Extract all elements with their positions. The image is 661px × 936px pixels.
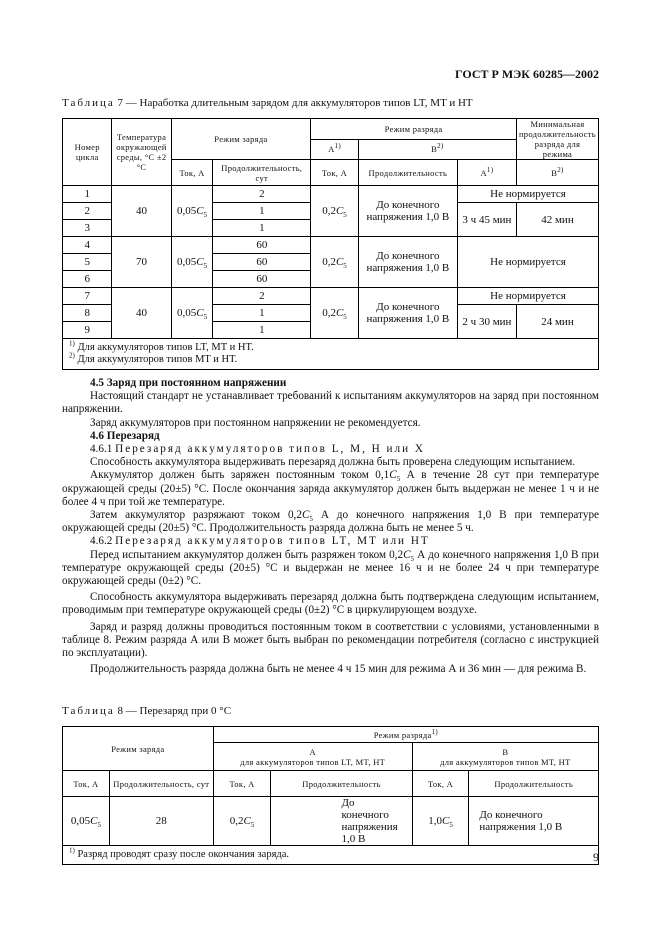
t7-min-b: 42 мин <box>516 203 598 237</box>
t7-fn2-sup: 2) <box>69 351 75 360</box>
t7-header-mode-a <box>311 139 359 160</box>
table8-caption-word: Таблица <box>62 705 115 717</box>
t7-c-letter: C <box>196 256 204 268</box>
t8-mode-a-letter: А <box>309 746 316 757</box>
t7-min-not-normed: Не нормируется <box>457 237 598 288</box>
text-run: Перед испытанием аккумулятор должен быть разряжен током 0,2 <box>90 548 404 561</box>
t7-cycle: 7 <box>63 288 112 305</box>
c-letter: C <box>403 548 411 561</box>
t8-fn-text: Разряд проводят сразу после окончания заряда. <box>74 849 290 860</box>
section-4-6-heading: 4.6 Перезаряд <box>90 429 160 442</box>
t7-days: 1 <box>213 220 311 237</box>
t8-c-sub: 5 <box>250 821 255 830</box>
table-7 <box>62 118 599 370</box>
paragraph <box>62 469 599 509</box>
t8-charge-current <box>63 797 110 846</box>
text-run: А до конечного напряжения 1,0 В при температуре окружающей среды (20±5) °С и выдержан не менее 16 ч и не более 24 ч при температуре окружающей среды (0±2) °С. <box>62 548 600 588</box>
paragraph: Заряд и разряд должны проводиться постоянным током в соответствии с условиями, установленными в таблице 8. Режим разряда А или В может быть выбран по рекомендации потребителя (согласно с инструкцией по эксплуатации). <box>62 620 599 660</box>
t7-discharge-current <box>311 186 359 237</box>
t8-c-letter: C <box>90 815 98 827</box>
t7-cycle: 5 <box>63 254 112 271</box>
paragraph <box>62 509 599 535</box>
t8-header-mode-b <box>412 743 598 771</box>
t7-header-current: Ток, А <box>171 160 213 186</box>
paragraph: Настоящий стандарт не устанавливает требований к испытаниям аккумуляторов на заряд при постоянном напряжении. <box>62 390 599 416</box>
t7-cur-val: 0,05 <box>177 307 197 319</box>
t7-min-not-normed: Не нормируется <box>457 186 598 203</box>
paragraph: Способность аккумулятора выдерживать перезаряд должна быть подтверждена следующим испытанием, проводимым при температуре окружающей среды (0±2) °С в циркулирующем воздухе. <box>62 591 599 617</box>
t7-min-b: 24 мин <box>516 305 598 339</box>
t8-header-b-duration: Продолжительность <box>469 771 599 797</box>
t8-header-duration-days: Продолжительность, сут <box>109 771 213 797</box>
t7-days: 60 <box>213 271 311 288</box>
t7-c-letter: C <box>335 205 344 217</box>
section-4-5-heading: 4.5 Заряд при постоянном напряжении <box>90 377 287 389</box>
t8-a-cur-val: 0,2 <box>229 815 244 827</box>
paragraph: Продолжительность разряда должна быть не менее 4 ч 15 мин для режима А и 36 мин — для режима В. <box>90 663 587 676</box>
t8-footnote <box>63 846 599 865</box>
t7-mode-b-label: В <box>431 144 438 155</box>
table8-caption-text: 8 — Перезаряд при 0 °С <box>114 705 232 717</box>
t7-dis-val: 0,2 <box>322 256 336 268</box>
t7-charge-current <box>171 186 213 237</box>
c-sub: 5 <box>309 515 313 524</box>
t7-header-mode-b <box>358 139 516 160</box>
t8-charge-days: 28 <box>109 797 213 846</box>
t7-c-sub: 5 <box>343 313 347 322</box>
t7-c-letter: C <box>196 205 204 217</box>
t8-cur-val: 0,05 <box>70 815 91 827</box>
t7-mode-a-label: А <box>328 144 335 155</box>
body-text <box>62 377 599 676</box>
t7-charge-current <box>171 288 213 339</box>
t7-min-b-sup: 2) <box>557 165 564 174</box>
table-8 <box>62 726 599 865</box>
t8-discharge-label: Режим разряда <box>373 729 432 740</box>
t7-c-sub: 5 <box>203 211 208 220</box>
table7-caption-word: Таблица <box>62 97 115 109</box>
t7-mode-a-sup: 1) <box>334 142 341 151</box>
t8-header-discharge-mode <box>213 727 598 743</box>
t8-fn-sup: 1) <box>69 846 75 855</box>
t7-cur-val: 0,05 <box>177 256 197 268</box>
subsection-4-6-1 <box>62 443 599 456</box>
t7-header-duration: Продолжительность, сут <box>213 160 311 186</box>
c-sub: 5 <box>396 475 401 484</box>
t8-header-charge-mode: Режим заряда <box>63 727 214 771</box>
t7-c-sub: 5 <box>203 262 208 271</box>
t7-discharge-end: До конечного напряжения 1,0 В <box>358 288 457 339</box>
t7-charge-current <box>171 237 213 288</box>
t7-discharge-end: До конечного напряжения 1,0 В <box>358 186 457 237</box>
t8-b-cur-val: 1,0 <box>428 815 442 827</box>
t8-c-sub: 5 <box>97 821 101 830</box>
t7-header-charge-mode: Режим заряда <box>171 119 311 160</box>
t7-header-min-duration: Минимальная продолжительность разряда для режима <box>516 119 598 160</box>
t7-min-a: 2 ч 30 мин <box>457 305 516 339</box>
t8-a-current <box>213 797 271 846</box>
t8-c-letter: C <box>243 815 251 827</box>
t8-b-duration: До конечного напряжения 1,0 В <box>469 797 599 846</box>
t7-fn1-sup: 1) <box>69 339 75 348</box>
t7-header-discharge-mode: Режим разряда <box>311 119 517 140</box>
t8-c-letter: C <box>441 815 450 827</box>
table8-caption <box>62 705 231 717</box>
t7-c-letter: C <box>335 256 344 268</box>
t7-c-letter: C <box>196 307 204 319</box>
t7-cycle: 1 <box>63 186 112 203</box>
t7-cycle: 6 <box>63 271 112 288</box>
t7-cycle: 2 <box>63 203 112 220</box>
c-sub: 5 <box>410 554 415 563</box>
t8-mode-b-desc: для аккумуляторов типов MT, HT <box>440 756 571 767</box>
t7-discharge-current <box>311 237 359 288</box>
t8-header-current: Ток, А <box>63 771 110 797</box>
t8-c-sub: 5 <box>449 821 453 830</box>
t8-discharge-sup: 1) <box>431 727 438 736</box>
t7-min-not-normed: Не нормируется <box>457 288 598 305</box>
t7-discharge-end: До конечного напряжения 1,0 В <box>358 237 457 288</box>
t7-cycle: 8 <box>63 305 112 322</box>
paragraph: Заряд аккумуляторов при постоянном напряжении не рекомендуется. <box>90 416 421 429</box>
text-run: Аккумулятор должен быть заряжен постоянным током 0,1 <box>90 469 390 482</box>
t7-discharge-current <box>311 288 359 339</box>
t7-days: 2 <box>213 288 311 305</box>
t7-days: 1 <box>213 322 311 339</box>
t7-footnotes <box>63 339 599 370</box>
t8-header-mode-a <box>213 743 412 771</box>
subsection-title: Перезаряд аккумуляторов типов LT, MT или HT <box>115 535 430 548</box>
t8-a-duration: До конечного напряжения 1,0 В <box>271 797 412 846</box>
t7-cycle: 3 <box>63 220 112 237</box>
t7-footnote-2 <box>69 351 592 366</box>
t7-days: 60 <box>213 254 311 271</box>
t7-dis-val: 0,2 <box>322 205 336 217</box>
t7-c-sub: 5 <box>343 211 347 220</box>
table7-caption-text: 7 — Наработка длительным зарядом для аккумуляторов типов LT, MT и HT <box>114 97 473 109</box>
t7-min-a-label: А <box>480 167 487 178</box>
text-run: А в течение 28 сут при температуре окружающей среды (20±5) °С. После окончания заряда аккумулятор должен быть выдержан не менее 1 ч и не более 4 ч при той же температуре. <box>62 469 600 508</box>
paragraph <box>62 549 599 589</box>
subsection-4-6-2 <box>62 535 599 548</box>
c-letter: C <box>301 509 310 522</box>
t7-min-b-label: В <box>551 167 558 178</box>
t7-temp: 70 <box>112 237 171 288</box>
t8-header-a-duration: Продолжительность <box>271 771 412 797</box>
t8-b-current <box>412 797 469 846</box>
subsection-number: 4.6.2 <box>90 535 116 548</box>
t7-days: 60 <box>213 237 311 254</box>
text-run: Затем аккумулятор разряжают током 0,2 <box>90 509 302 522</box>
t8-header-b-current: Ток, А <box>412 771 469 797</box>
t7-cur-val: 0,05 <box>177 205 197 217</box>
t7-header-cycle: Номер цикла <box>63 119 112 186</box>
t7-min-a-sup: 1) <box>486 165 494 174</box>
paragraph: Способность аккумулятора выдерживать перезаряд должна быть проверена следующим испытанием. <box>90 456 576 469</box>
t7-temp: 40 <box>112 288 171 339</box>
table7-caption <box>62 97 473 109</box>
t7-dis-val: 0,2 <box>322 307 336 319</box>
t7-days: 2 <box>213 186 311 203</box>
document-header: ГОСТ Р МЭК 60285—2002 <box>455 67 599 81</box>
t7-c-sub: 5 <box>343 262 347 271</box>
t7-min-a: 3 ч 45 мин <box>457 203 516 237</box>
t8-mode-a-desc: для аккумуляторов типов LT, MT, HT <box>240 756 386 767</box>
t7-footnote-1 <box>69 339 592 354</box>
t7-fn2-text: Для аккумуляторов типов MT и HT. <box>74 354 238 365</box>
page-number: 9 <box>593 850 599 864</box>
subsection-number: 4.6.1 <box>90 443 116 456</box>
t7-fn1-text: Для аккумуляторов типов LT, MT и HT. <box>74 342 254 353</box>
t7-header-discharge-duration: Продолжительность <box>358 160 457 186</box>
t7-c-sub: 5 <box>203 313 208 322</box>
t7-cycle: 4 <box>63 237 112 254</box>
t7-header-min-a <box>457 160 516 186</box>
t7-c-letter: C <box>335 307 344 319</box>
c-letter: C <box>389 469 397 482</box>
text-run: А до конечного напряжения 1,0 В при температуре окружающей среды (20±5) °С. Продолжительность разряда должна быть не менее 5 ч. <box>62 509 600 535</box>
subsection-title: Перезаряд аккумуляторов типов L, M, H или X <box>115 443 425 456</box>
t7-header-discharge-current: Ток, А <box>311 160 359 186</box>
t7-days: 1 <box>213 203 311 220</box>
t7-header-temperature: Температура окружающей среды, °С ±2 °С <box>112 119 171 186</box>
t7-days: 1 <box>213 305 311 322</box>
t8-header-a-current: Ток, А <box>213 771 271 797</box>
t7-temp: 40 <box>112 186 171 237</box>
t7-header-min-b <box>516 160 598 186</box>
t7-cycle: 9 <box>63 322 112 339</box>
t8-mode-b-letter: В <box>502 746 509 757</box>
t7-mode-b-sup: 2) <box>437 142 444 151</box>
